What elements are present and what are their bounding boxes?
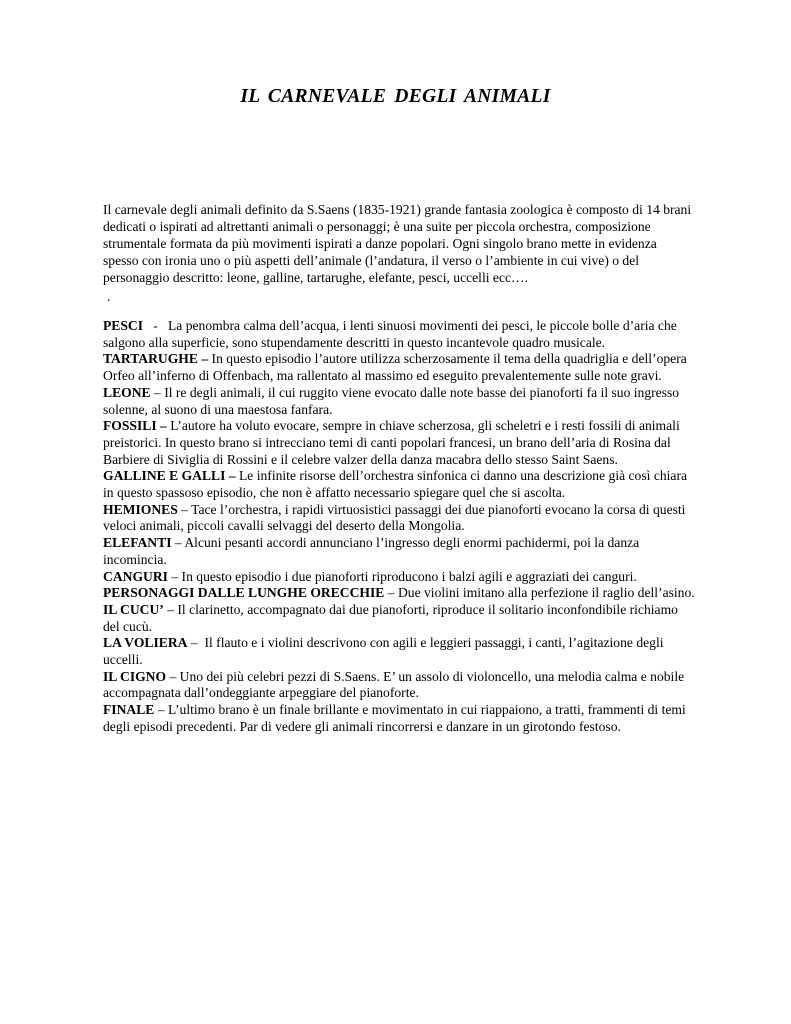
section-finale (103, 702, 695, 735)
section-separator: – (187, 635, 205, 651)
section-heading: CANGURI (103, 568, 168, 584)
section-separator: – (384, 585, 398, 601)
section-text: Uno dei più celebri pezzi di S.Saens. E’ un assolo di violoncello, una melodia calma e nobile accompagnata dall’ondeggiante arpeggiare del pianoforte. (103, 668, 685, 701)
section-separator: – (167, 568, 182, 584)
section-heading: PESCI (103, 318, 144, 333)
section-heading: HEMIONES (103, 501, 178, 517)
section-heading: IL CUCU’ (103, 601, 164, 617)
section-fossili (103, 418, 695, 468)
section-text: La penombra calma dell’acqua, i lenti sinuosi movimenti dei pesci, le piccole bolle d’aria che salgono alla superficie, sono stupendamente descritti in questo incantevole quadro musicale. (103, 318, 677, 350)
section-heading: LA VOLIERA (103, 635, 188, 651)
section-heading: FINALE (103, 702, 155, 718)
sections-list (103, 318, 695, 736)
section-text: Alcuni pesanti accordi annunciano l’ingresso degli enormi pachidermi, poi la danza incomincia. (103, 535, 640, 567)
section-separator: – (177, 501, 192, 517)
section-text: Due violini imitano alla perfezione il raglio dell’asino. (397, 585, 695, 601)
section-heading: TARTARUGHE – (103, 351, 209, 367)
section-separator: - (143, 318, 168, 333)
section-text: Il re degli animali, il cui ruggito viene evocato dalle note basse dei pianoforti fa il suo ingresso solenne, al suono di una maestosa fanfara. (103, 384, 680, 417)
section-tartarughe (103, 351, 695, 384)
section-heading: GALLINE E GALLI – (103, 468, 236, 484)
section-heading: IL CIGNO (103, 668, 167, 684)
section-il-cigno (103, 669, 695, 702)
section-text: L’ultimo brano è un finale brillante e movimentato in cui riappaiono, a tratti, frammenti di temi degli episodi precedenti. Par di vedere gli animali rincorrersi e danzare in un girotondo festoso. (103, 702, 686, 734)
section-text: Il clarinetto, accompagnato dai due pianoforti, riproduce il solitario inconfondibile richiamo del cucù. (103, 601, 678, 634)
page-title: IL CARNEVALE DEGLI ANIMALI (240, 86, 551, 107)
section-heading: FOSSILI – (103, 418, 167, 434)
section-text: In questo episodio l’autore utilizza scherzosamente il tema della quadriglia e dell’opera Orfeo all’inferno di Offenbach, ma rallentato al massimo ed eseguito prevalentemente sulle note gravi. (103, 351, 687, 384)
section-leone (103, 385, 695, 418)
section-separator: – (154, 702, 168, 718)
section-separator: – (150, 384, 165, 400)
section-text: Tace l’orchestra, i rapidi virtuosistici passaggi dei due pianoforti evocano la corsa di questi veloci animali, piccoli cavalli selvaggi del deserto della Mongolia. (103, 501, 686, 534)
section-separator: – (166, 668, 180, 684)
section-text: Le infinite risorse dell’orchestra sinfonica ci danno una descrizione già così chiara in questo spassoso episodio, che non è affatto necessario spiegare quel che si ascolta. (103, 468, 688, 501)
section-text: In questo episodio i due pianoforti riproducono i balzi agili e aggraziati dei canguri. (181, 568, 637, 584)
section-elefanti (103, 535, 695, 568)
intro-trailing-dot: . (107, 289, 111, 304)
section-text: L’autore ha voluto evocare, sempre in chiave scherzosa, gli scheletri e i resti fossili di animali preistorici. In questo brano si intrecciano temi di canti popolari francesi, un brano dell’aria di Rosina dal Barbiere di Siviglia di Rossini e il celebre valzer della danza macabra dello stesso Saint Saens. (103, 418, 680, 467)
section-la-voliera (103, 635, 695, 668)
section-separator: – (163, 601, 178, 617)
section-canguri (103, 569, 695, 586)
section-heading: PERSONAGGI DALLE LUNGHE ORECCHIE (103, 585, 385, 601)
section-galline-e-galli (103, 468, 695, 501)
section-hemiones (103, 502, 695, 535)
section-heading: LEONE (103, 384, 151, 400)
section-text: Il flauto e i violini descrivono con agili e leggieri passaggi, i canti, l’agitazione degli uccelli. (103, 635, 664, 668)
section-il-cucu (103, 602, 695, 635)
section-pesci (103, 318, 695, 351)
section-heading: ELEFANTI (103, 535, 172, 551)
section-personaggi-dalle-lunghe-orecchie (103, 585, 695, 602)
intro-paragraph: Il carnevale degli animali definito da S.Saens (1835-1921) grande fantasia zoologica è composto di 14 brani dedicati o ispirati ad altrettanti animali o personaggi; è una suite per piccola orchestra, composizione strumentale formata da più movimenti ispirati a danze popolari. Ogni singolo brano mette in evidenza spesso con ironia uno o più aspetti dell’animale (l’andatura, il verso o l’ambiente in cui vive) o del personaggio descritto: leone, galline, tartarughe, elefante, pesci, uccelli ecc…. (103, 202, 692, 285)
section-separator: – (171, 535, 185, 551)
